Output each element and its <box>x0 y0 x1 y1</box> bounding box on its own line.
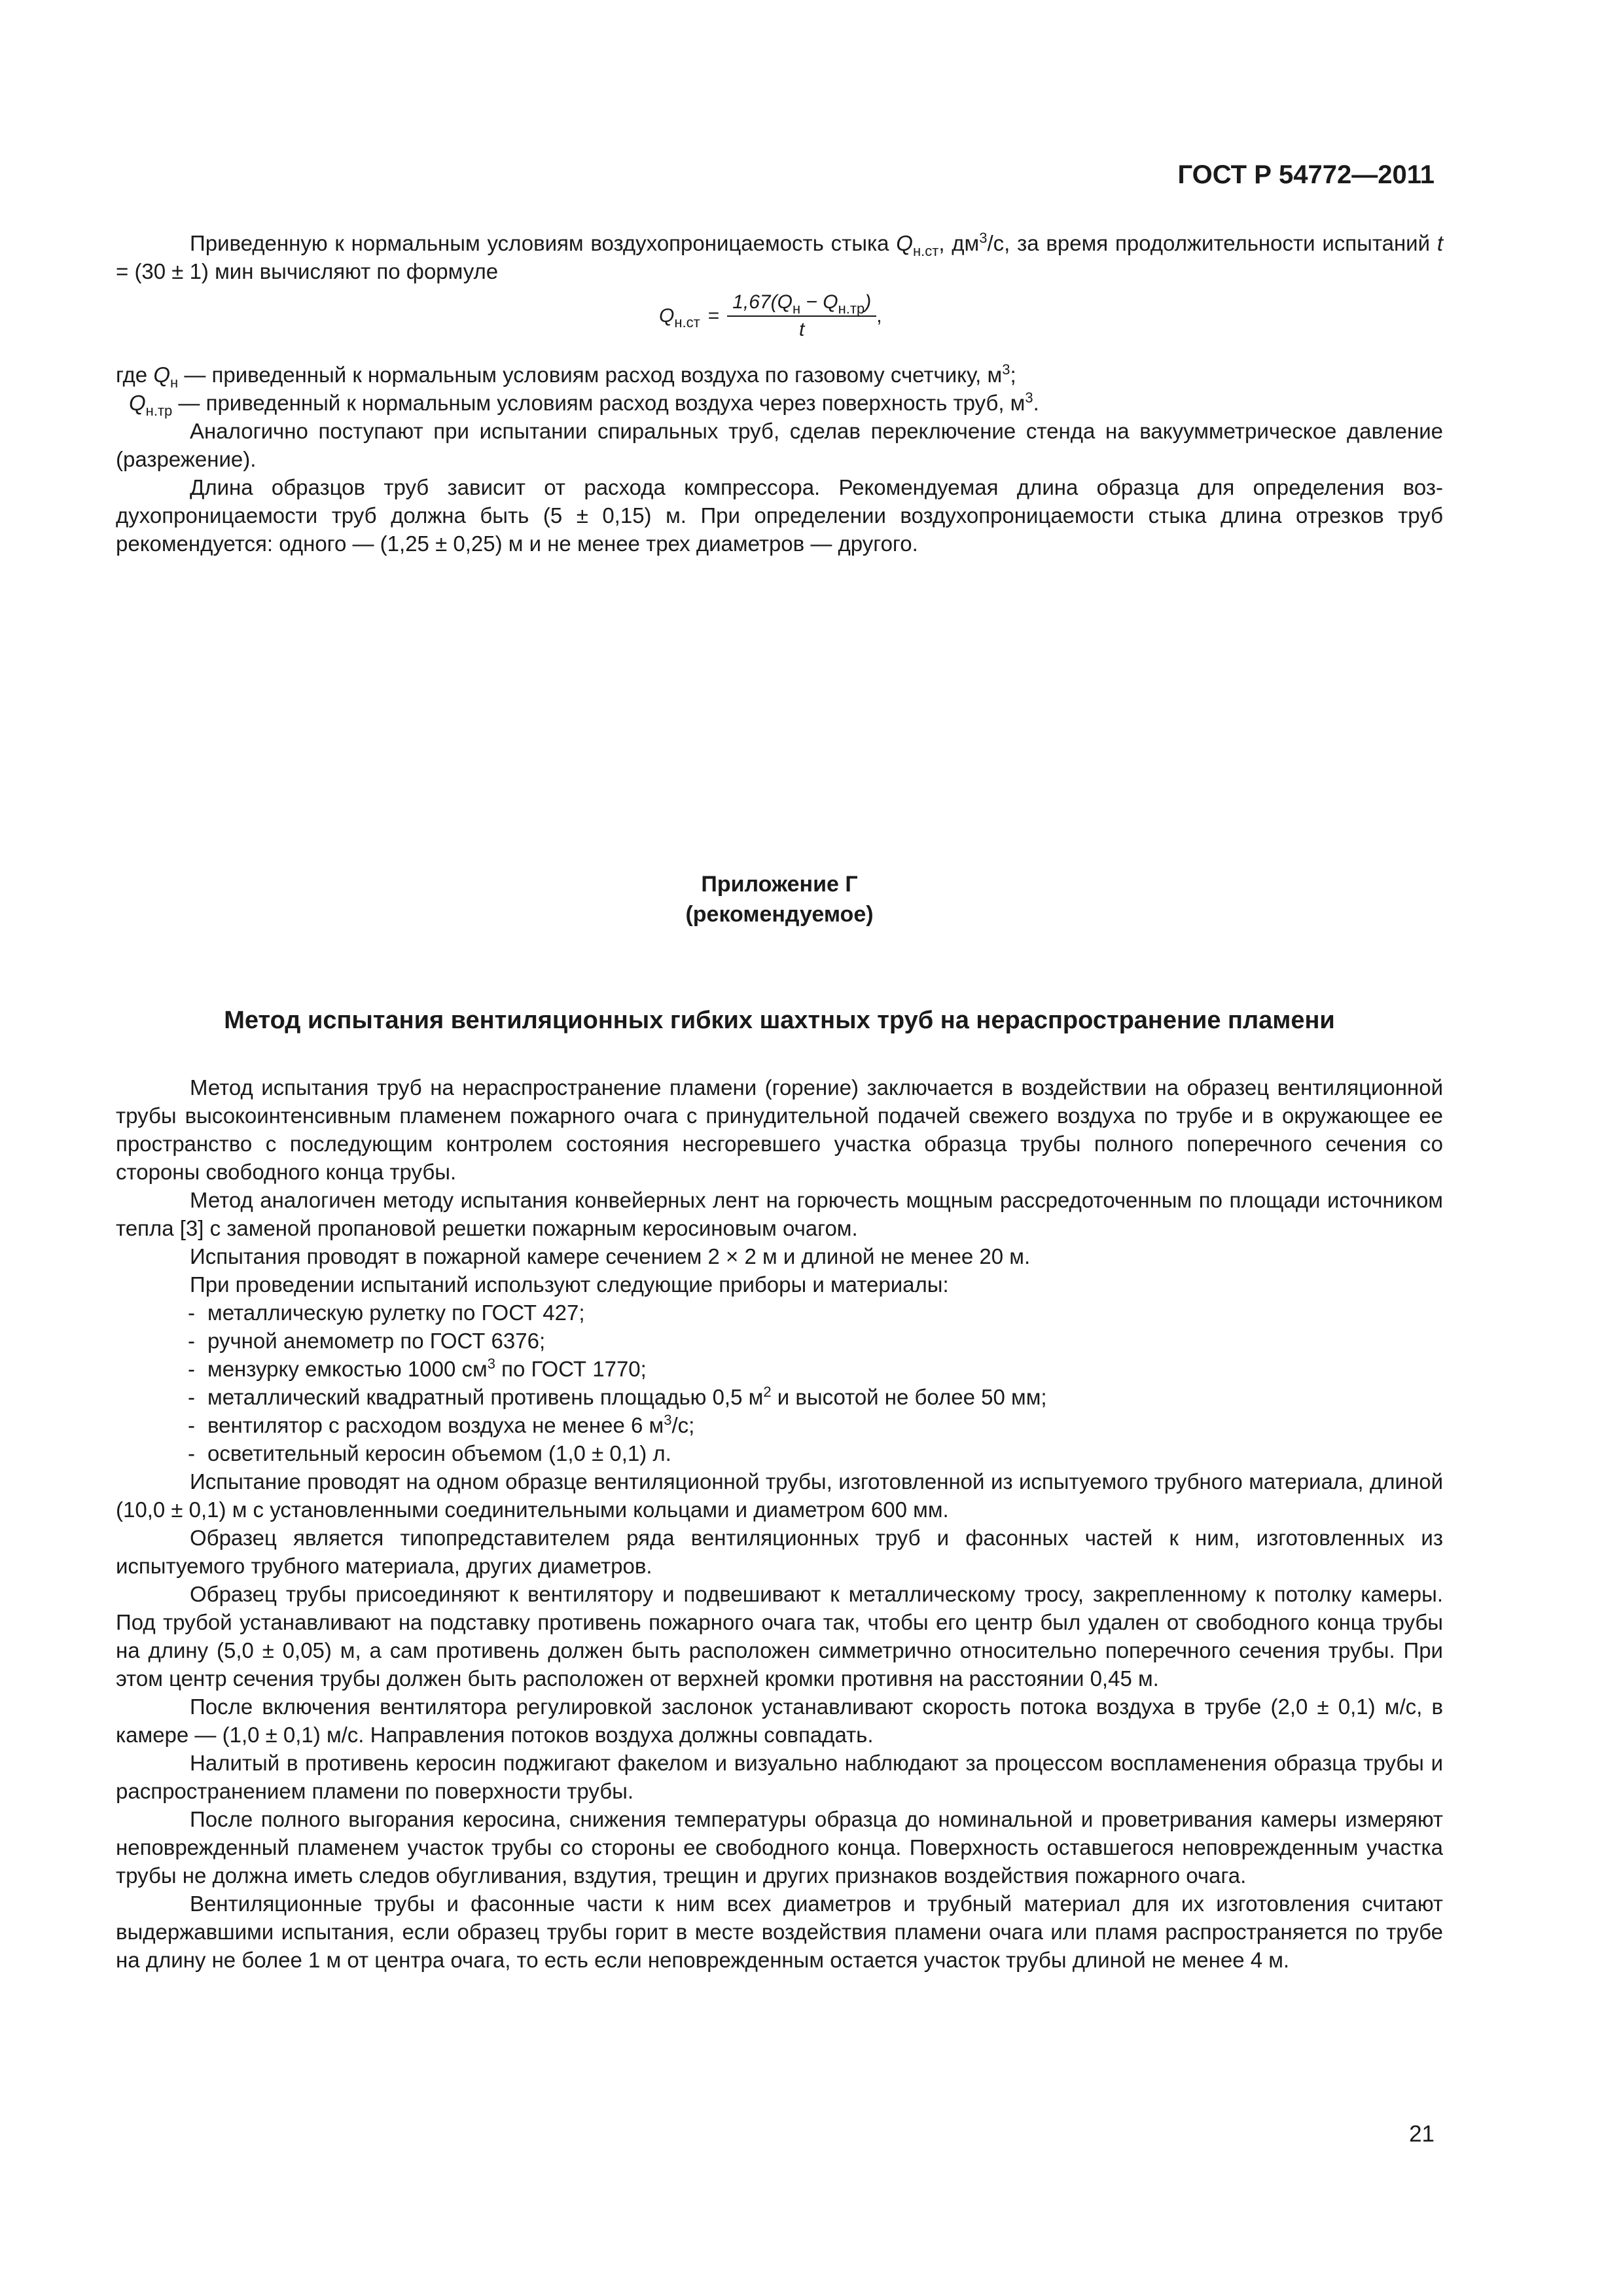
list-item: - металлический квадратный противень площадью 0,5 $м^2$ и высотой не более 50 мм; <box>188 1383 1443 1411</box>
appendix-title: Приложение Г <box>701 872 858 897</box>
list-item: - осветительный керосин объемом (1,0 ± 0,1) л. <box>188 1439 1443 1467</box>
list-item: - металлическую рулетку по ГОСТ 427; <box>188 1299 1443 1327</box>
list-item: - ручной анемометр по ГОСТ 6376; <box>188 1327 1443 1355</box>
body-paragraph-3: Испытания проводят в пожарной камере сечением 2 × 2 м и длиной не менее 20 м. <box>190 1244 1031 1268</box>
body-paragraph-5: Испытание проводят на одном образце вентиляционной трубы, изготовленной из испытуемого трубного материала, длиной (10,0 ± 0,1) м с установленными соединительными кольцами и диаметром 600 мм. <box>116 1469 1443 1522</box>
equipment-list <box>116 1299 1443 1467</box>
body-paragraph-2: Метод аналогичен методу испытания конвейерных лент на горючесть мощным рассредоточенным по площади источником тепла [3] с заменой пропановой решетки пожарным керосиновым очагом. <box>116 1188 1443 1240</box>
page-number: 21 <box>1409 2121 1435 2147</box>
section-heading: Метод испытания вентиляционных гибких шахтных труб на нераспространение пламени <box>224 1007 1335 1034</box>
appendix-subtitle: (рекомендуемое) <box>685 902 874 927</box>
formula-fraction <box>727 291 876 342</box>
intro-section <box>116 229 1443 558</box>
formula-numerator: $1,67(Q_н - Q_{н.тр})$ <box>727 291 876 317</box>
list-item: - мензурку емкостью 1000 $см^3$ по ГОСТ 1770; <box>188 1355 1443 1383</box>
formula-trail: , <box>876 305 882 327</box>
intro-paragraph-2: Аналогично поступают при испытании спиральных труб, сделав переключение стенда на вакуумметрическое давление (разрежение). <box>116 419 1443 471</box>
body-paragraph-4: При проведении испытаний используют следующие приборы и материалы: <box>190 1272 949 1297</box>
body-paragraph-1: Метод испытания труб на нераспространение пламени (горение) заключается в воздействии на образец вентиляционной трубы высокоинтенсивным пламенем пожарного очага с принудительной подачей свежего воздуха по трубе и в окружающее ее пространство с последующим контролем состояния несгоревшего участка образца трубы полного поперечного сечения со стороны свободного конца трубы. <box>116 1075 1443 1184</box>
body-paragraph-7: Образец трубы присоединяют к вентилятору и подвешивают к металлическому тросу, закрепленному к потолку камеры. Под трубой устанавливают на подставку противень пожарного очага так, чтобы его центр был удален от свободного конца трубы на длину (5,0 ± 0,05) м, а сам противень должен быть расположен симметрично относительно поперечного сечения трубы. При этом центр сечения трубы должен быть расположен от верхней кромки противня на расстоянии 0,45 м. <box>116 1582 1443 1691</box>
formula-equals: = <box>707 305 720 327</box>
body-paragraph-10: После полного выгорания керосина, снижения температуры образца до номинальной и проветривания камеры измеряют неповрежденный пламенем участок трубы со стороны ее свободного конца. Поверхность оставшегося неповрежденным участка трубы не должна иметь следов обугливания, вздутия, трещин и других признаков воздействия пожарного очага. <box>116 1807 1443 1888</box>
intro-paragraph-1: Приведенную к нормальным условиям воздухопроницаемость стыка $Q_{н.ст}$, $дм^3/с$, за время продолжительности испытаний t = (30 ± 1) мин вычисляют по формуле <box>116 230 1443 283</box>
body-paragraph-6: Образец является типопредставителем ряда вентиляционных труб и фасонных частей к ним, изготовленных из испытуемого трубного материала, других диаметров. <box>116 1526 1443 1578</box>
intro-paragraph-3: Длина образцов труб зависит от расхода компрессора. Рекомендуемая длина образца для определения воздухопроницаемости труб должна быть (5 ± 0,15) м. При определении воздухопроницаемости стыка длина отрезков труб рекомендуется: одного — (1,25 ± 0,25) м и не менее трех диаметров — другого. <box>116 475 1443 556</box>
appendix-label <box>116 869 1443 929</box>
formula-denominator: t <box>799 319 805 340</box>
formula-row <box>116 287 1443 355</box>
where-line-1: где $Q_н$ — приведенный к нормальным условиям расход воздуха по газовому счетчику, $м^3$; <box>116 361 1016 391</box>
document-code: ГОСТ Р 54772—2011 <box>1177 160 1435 189</box>
where-line-2: $Q_{н.тр}$ — приведенный к нормальным условиям расход воздуха через поверхность труб, $м^3$. <box>129 389 1039 419</box>
formula-lhs: $Q_{н.ст}$ <box>659 305 700 331</box>
body-paragraph-11: Вентиляционные трубы и фасонные части к ним всех диаметров и трубный материал для их изготовления считают выдержавшими испытания, если образец трубы горит в месте воздействия пламени очага или пламя распространяется по трубе на длину не более 1 м от центра очага, то есть если неповрежденным остается участок трубы длиной не менее 4 м. <box>116 1892 1443 1972</box>
appendix-body <box>116 1073 1443 1974</box>
body-paragraph-8: После включения вентилятора регулировкой заслонок устанавливают скорость потока воздуха в трубе (2,0 ± 0,1) м/с, в камере — (1,0 ± 0,1) м/с. Направления потоков воздуха должны совпадать. <box>116 1695 1443 1747</box>
list-item: - вентилятор с расходом воздуха не менее 6 $м^3/с$; <box>188 1411 1443 1439</box>
body-paragraph-9: Налитый в противень керосин поджигают факелом и визуально наблюдают за процессом воспламенения образца трубы и распространением пламени по поверхности трубы. <box>116 1751 1443 1803</box>
formula <box>659 291 882 342</box>
